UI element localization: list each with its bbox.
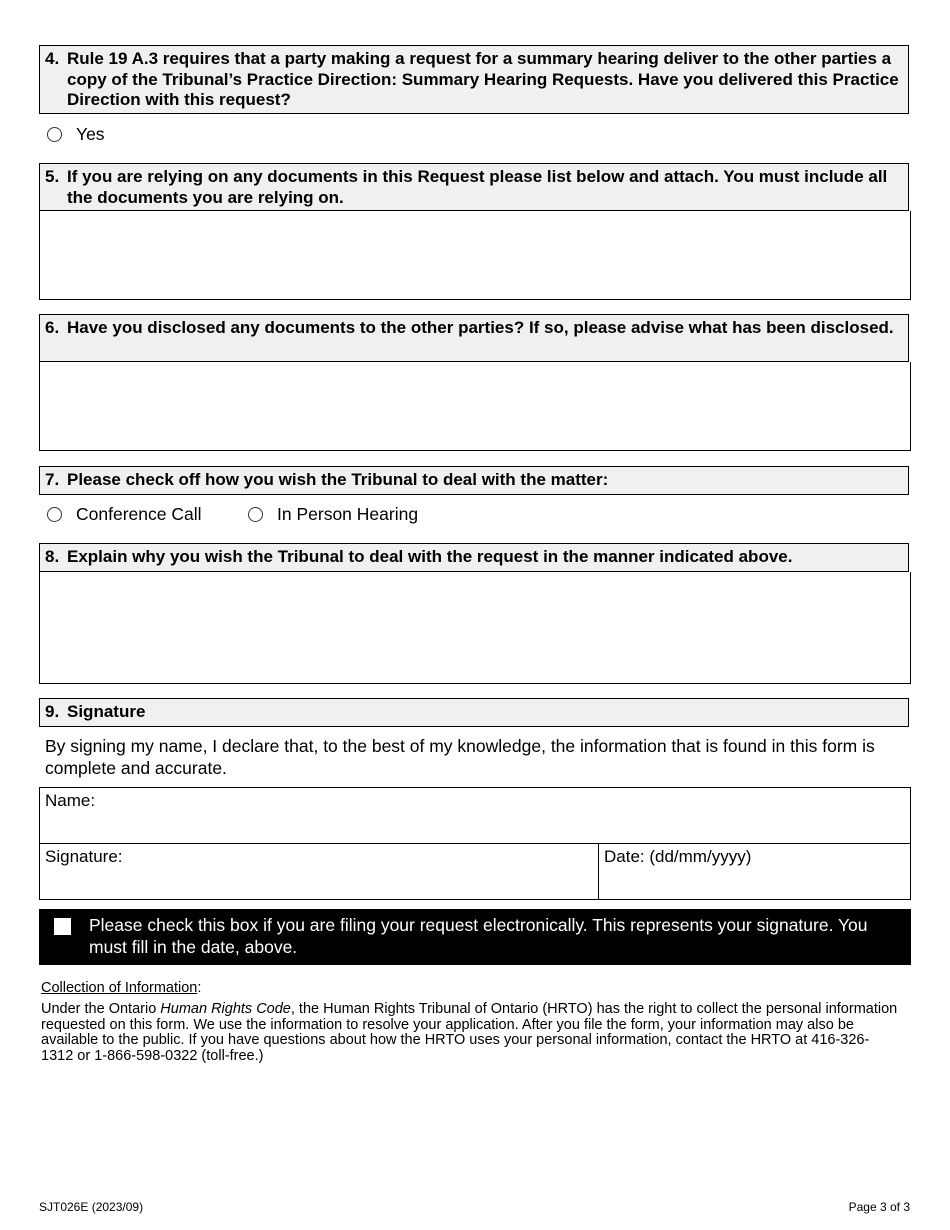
q8-answer-field[interactable] xyxy=(39,572,911,684)
question-text: Explain why you wish the Tribunal to deal with the request in the manner indicated above. xyxy=(67,547,793,566)
question-4-header xyxy=(39,45,909,114)
question-text: Have you disclosed any documents to the other parties? If so, please advise what has been disclosed. xyxy=(67,318,894,337)
date-label: Date: (dd/mm/yyyy) xyxy=(604,847,752,866)
question-number: 5. xyxy=(45,167,60,186)
name-field[interactable] xyxy=(40,788,910,843)
q7-option-conference-call[interactable] xyxy=(47,504,201,525)
question-text: Please check off how you wish the Tribunal to deal with the matter: xyxy=(67,470,609,489)
radio-button[interactable] xyxy=(248,507,263,522)
signature-table xyxy=(39,787,911,900)
electronic-filing-checkbox[interactable] xyxy=(54,918,71,935)
question-8-header xyxy=(39,543,909,572)
q6-answer-field[interactable] xyxy=(39,362,911,451)
privacy-text-after: , the Human Rights Tribunal of Ontario (HRTO) has the right to collect the personal information requested on this form. We use the information to resolve your application. After you file the form, your information may also be available to the public. If you have questions about how the HRTO uses your personal information, contact the HRTO at 416-326-1312 or 1-866-598-0322 (toll-free.) xyxy=(41,1001,898,1064)
question-text: If you are relying on any documents in this Request please list below and attach. You must include all the documents you are relying on. xyxy=(67,167,888,207)
option-label: Conference Call xyxy=(76,504,202,524)
electronic-filing-banner xyxy=(39,909,911,965)
radio-button[interactable] xyxy=(47,127,62,142)
privacy-text xyxy=(41,1002,901,1064)
question-number: 9. xyxy=(45,702,60,721)
question-7-header xyxy=(39,466,909,495)
declaration-text: By signing my name, I declare that, to the best of my knowledge, the information that is found in this form is complete and accurate. xyxy=(45,736,875,778)
code-name: Human Rights Code xyxy=(160,1001,291,1017)
question-number: 4. xyxy=(45,49,60,68)
question-6-header xyxy=(39,314,909,362)
question-text: Signature xyxy=(67,702,146,721)
q4-yes-option[interactable] xyxy=(47,124,105,145)
question-number: 7. xyxy=(45,470,60,489)
signature-field[interactable] xyxy=(40,844,598,899)
name-label: Name: xyxy=(45,791,96,810)
question-text: Rule 19 A.3 requires that a party making a request for a summary hearing deliver to the other parties a copy of the Tribunal’s Practice Direction: Summary Hearing Requests. Have you delivered this Practice Direction with this request? xyxy=(67,49,899,109)
q5-answer-field[interactable] xyxy=(39,211,911,300)
question-number: 6. xyxy=(45,318,60,337)
privacy-text-before: Under the Ontario xyxy=(41,1001,161,1017)
question-5-header xyxy=(39,163,909,211)
privacy-heading-line: Collection of Information: xyxy=(41,980,202,996)
form-id: SJT026E (2023/09) xyxy=(39,1200,144,1214)
page-number: Page 3 of 3 xyxy=(848,1200,910,1214)
question-9-header xyxy=(39,698,909,727)
electronic-filing-text: Please check this box if you are filing your request electronically. This represents your signature. You must fill in the date, above. xyxy=(89,915,868,957)
radio-button[interactable] xyxy=(47,507,62,522)
question-number: 8. xyxy=(45,547,60,566)
option-label: Yes xyxy=(76,124,105,144)
q7-option-in-person-hearing[interactable] xyxy=(248,504,418,525)
date-field[interactable] xyxy=(599,844,910,899)
privacy-heading: Collection of Information xyxy=(41,980,198,996)
signature-label: Signature: xyxy=(45,847,123,866)
option-label: In Person Hearing xyxy=(277,504,419,524)
